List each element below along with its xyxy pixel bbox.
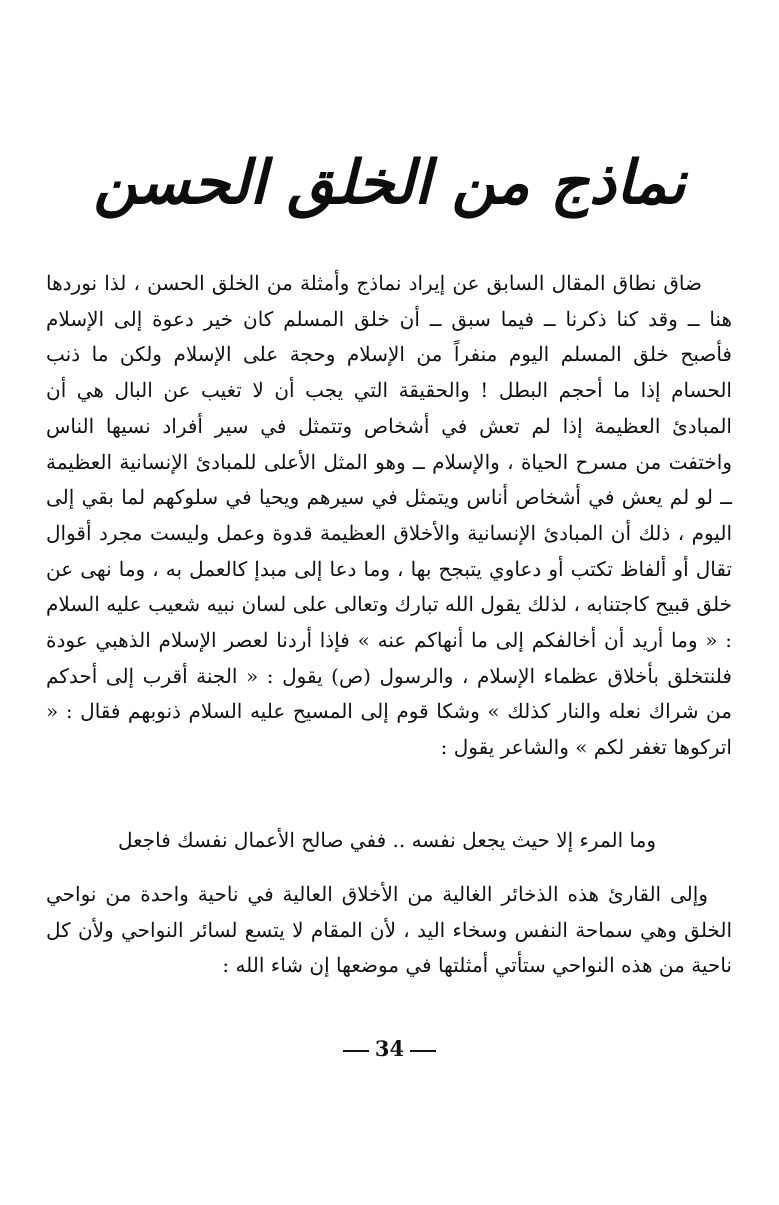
poetry-verse: وما المرء إلا حيث يجعل نفسه .. ففي صالح الأعمال نفسك فاجعل <box>118 828 656 852</box>
page-number: 34 <box>374 1036 405 1061</box>
body-paragraph-2: وإلى القارئ هذه الذخائر الغالية من الأخلاق العالية في ناحية واحدة من نواحي الخلق وهي سماحة النفس وسخاء اليد ، لأن المقام لا يتسع لسائر النواحي ولأن كل ناحية من هذه النواحي ستأتي أمثلتها في موضعها إن شاء الله : <box>46 882 732 978</box>
body-paragraph-1: ضاق نطاق المقال السابق عن إيراد نماذج وأمثلة من الخلق الحسن ، لذا نوردها هنا ــ وقد كنا ذكرنا ــ فيما سبق ــ أن خلق المسلم كان خير دعوة إلى الإسلام فأصبح خلق المسلم اليوم منفراً من الإسلام وحجة على الإسلام ولكن ما ذنب الحسام إذا ما أحجم البطل ! والحقيقة التي يجب أن لا تغيب عن البال هي أن المبادئ العظيمة إذا لم تعش في أشخاص وتتمثل في سير أفراد نسيها الناس واختفت من مسرح الحياة ، والإسلام ــ وهو المثل الأعلى للمبادئ الإنسانية العظيمة ــ لو لم يعش في أشخاص أناس ويتمثل في سيرهم ويحيا في سلوكهم لما بقي إلى اليوم ، ذلك أن المبادئ الإنسانية والأخلاق العظيمة قدوة وعمل وليست مجرد أقوال تقال أو ألفاظ تكتب أو دعاوي يتبجح بها ، وما دعا إلى مبدإ كالعمل به ، وما نهى عن خلق قبيح كاجتنابه ، لذلك يقول الله تبارك وتعالى على لسان نبيه شعيب عليه السلام : « وما أريد أن أخالفكم إلى ما أنهاكم عنه » فإذا أردنا لعصر الإسلام الذهبي عودة فلنتخلق بأخلاق عظماء الإسلام ، والرسول (ص) يقول : « الجنة أقرب إلى أحدكم من شراك نعله والنار كذلك » وشكا قوم إلى المسيح عليه السلام ذنوبهم فقال : « اتركوها تغفر لكم » والشاعر يقول : <box>46 271 732 760</box>
page-title: نماذج من الخلق الحسن <box>93 148 686 218</box>
left-dash-decoration <box>343 1050 369 1052</box>
right-dash-decoration <box>410 1050 436 1052</box>
page-number-footer <box>0 1034 779 1064</box>
